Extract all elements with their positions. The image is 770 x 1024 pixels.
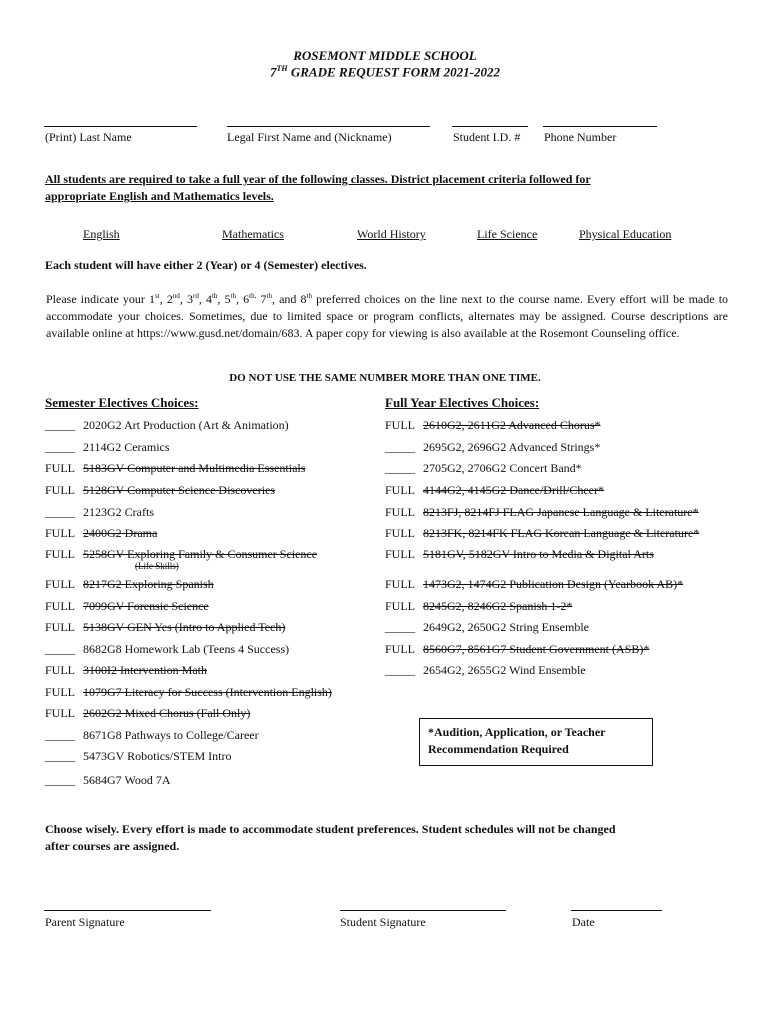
course-name: 5473GV Robotics/STEM Intro [83,749,232,763]
choice-mark[interactable]: FULL [385,577,415,591]
fullyear-heading: Full Year Electives Choices: [385,395,540,410]
choice-mark[interactable]: FULL [45,483,75,497]
semester-heading: Semester Electives Choices: [45,395,199,410]
last-name-line[interactable] [44,126,197,127]
electives-note: Each student will have either 2 (Year) or 4 (Semester) electives. [45,258,367,272]
choice-mark[interactable]: FULL [385,547,415,561]
semester-course-row[interactable] [45,483,275,498]
course-name: 7099GV Forensic Science [83,599,209,613]
fullyear-course-row[interactable] [385,526,699,541]
course-name: 2705G2, 2706G2 Concert Band* [423,461,582,475]
choice-mark[interactable]: FULL [45,547,75,561]
course-name: 2114G2 Ceramics [83,440,170,454]
choice-mark[interactable]: FULL [45,685,75,699]
semester-course-row[interactable] [45,620,285,635]
choice-mark[interactable]: _____ [385,663,415,677]
fullyear-course-row[interactable] [385,440,600,455]
course-subtitle: (Life Skills) [135,561,179,571]
required-line-1: All students are required to take a full year of the following classes. District placement criteria followed for [45,172,591,186]
choice-mark[interactable]: FULL [385,526,415,540]
choice-mark[interactable]: _____ [45,642,75,656]
course-name: 2400G2 Drama [83,526,158,540]
course-name: 2123G2 Crafts [83,505,154,519]
semester-course-row[interactable] [45,505,154,520]
class-physical-education: Physical Education [579,227,672,241]
fullyear-course-row[interactable] [385,461,582,476]
course-name: 8245G2, 8246G2 Spanish 1-2* [423,599,573,613]
form-title [0,64,770,80]
choice-mark[interactable]: _____ [385,461,415,475]
closing-line-1: Choose wisely. Every effort is made to accommodate student preferences. Student schedules will not be changed [45,822,616,836]
choice-mark[interactable]: FULL [45,663,75,677]
fullyear-course-row[interactable] [385,418,601,433]
course-name: 1079G7 Literacy for Success (Intervention English) [83,685,332,699]
semester-course-row[interactable] [45,577,214,592]
choice-mark[interactable]: FULL [45,620,75,634]
first-name-line[interactable] [227,126,430,127]
course-name: 8671G8 Pathways to College/Career [83,728,259,742]
semester-course-row[interactable] [45,685,332,700]
course-name: 8213FK, 8214FK FLAG Korean Language & Literature* [423,526,700,540]
semester-course-row[interactable] [45,461,305,476]
semester-course-row[interactable] [45,663,207,678]
warning-text: DO NOT USE THE SAME NUMBER MORE THAN ONE TIME. [229,372,541,384]
class-mathematics: Mathematics [222,227,284,241]
last-name-label: (Print) Last Name [45,130,132,144]
parent-signature-label: Parent Signature [45,915,125,929]
grade-number: 7 [270,64,277,80]
course-name: 2610G2, 2611G2 Advanced Chorus* [423,418,601,432]
course-name: 8217G2 Exploring Spanish [83,577,214,591]
choice-mark[interactable]: FULL [385,418,415,432]
class-english: English [83,227,120,241]
course-name: 5181GV, 5182GV Intro to Media & Digital Arts [423,547,654,561]
choice-mark[interactable]: _____ [45,505,75,519]
course-name: 5183GV Computer and Multimedia Essentials [83,461,306,475]
semester-course-row[interactable] [45,547,317,562]
required-line-2: appropriate English and Mathematics levels. [45,189,274,203]
semester-course-row[interactable] [45,728,259,743]
choice-mark[interactable]: FULL [385,642,415,656]
semester-course-row[interactable] [45,706,250,721]
course-name: 5138GV GEN Yes (Intro to Applied Tech) [83,620,286,634]
choice-mark[interactable]: _____ [45,418,75,432]
choice-mark[interactable]: _____ [385,620,415,634]
course-name: 5258GV Exploring Family & Consumer Science [83,547,318,561]
fullyear-course-row[interactable] [385,620,589,635]
semester-course-row[interactable] [45,749,231,764]
choice-mark[interactable]: FULL [385,599,415,613]
grade-superscript: TH [276,64,288,73]
course-name: 8560G7, 8561G7 Student Government (ASB)* [423,642,650,656]
date-label: Date [572,915,595,929]
class-life-science: Life Science [477,227,538,241]
choice-mark[interactable]: FULL [45,599,75,613]
fullyear-course-row[interactable] [385,505,699,520]
course-name: 1473G2, 1474G2 Publication Design (Yearbook AB)* [423,577,684,591]
semester-course-row[interactable] [45,773,170,788]
choice-mark[interactable]: FULL [45,461,75,475]
choice-mark[interactable]: FULL [45,526,75,540]
date-line[interactable] [571,910,662,911]
choice-mark[interactable]: FULL [45,577,75,591]
fullyear-course-row[interactable] [385,663,586,678]
student-id-label: Student I.D. # [453,130,521,144]
closing-line-2: after courses are assigned. [45,839,180,853]
fullyear-course-row[interactable] [385,577,683,592]
semester-course-row[interactable] [45,526,157,541]
choice-mark[interactable]: _____ [45,728,75,742]
course-name: 2649G2, 2650G2 String Ensemble [423,620,589,634]
course-name: 3100I2 Intervention Math [83,663,207,677]
phone-line[interactable] [543,126,657,127]
first-name-label: Legal First Name and (Nickname) [227,130,392,144]
form-title-text: GRADE REQUEST FORM 2021-2022 [290,64,500,80]
student-signature-label: Student Signature [340,915,426,929]
choice-mark[interactable]: FULL [45,706,75,720]
student-signature-line[interactable] [340,910,506,911]
phone-label: Phone Number [544,130,617,144]
course-name: 5684G7 Wood 7A [83,773,171,787]
audition-note-box: *Audition, Application, or Teacher Recommendation Required [419,718,653,766]
course-name: 4144G2, 4145G2 Dance/Drill/Cheer* [423,483,604,497]
course-name: 2602G2 Mixed Chorus (Fall Only) [83,706,251,720]
fullyear-course-row[interactable] [385,483,604,498]
semester-course-row[interactable] [45,418,289,433]
semester-course-row[interactable] [45,440,170,455]
fullyear-course-row[interactable] [385,599,572,614]
course-name: 8213FJ, 8214FJ FLAG Japanese Language & Literature* [423,505,699,519]
choice-mark[interactable]: _____ [45,440,75,454]
choice-mark[interactable]: _____ [45,773,75,787]
course-name: 2695G2, 2696G2 Advanced Strings* [423,440,601,454]
choice-mark[interactable]: _____ [45,749,75,763]
parent-signature-line[interactable] [44,910,211,911]
course-name: 2654G2, 2655G2 Wind Ensemble [423,663,586,677]
semester-course-row[interactable] [45,642,289,657]
choice-mark[interactable]: _____ [385,440,415,454]
course-name: 2020G2 Art Production (Art & Animation) [83,418,289,432]
course-name: 5128GV Computer Science Discoveries [83,483,276,497]
fullyear-course-row[interactable] [385,547,654,562]
choice-mark[interactable]: FULL [385,505,415,519]
choice-mark[interactable]: FULL [385,483,415,497]
class-world-history: World History [357,227,426,241]
course-name: 8682G8 Homework Lab (Teens 4 Success) [83,642,290,656]
student-id-line[interactable] [452,126,528,127]
instructions-paragraph: Please indicate your 1st, 2nd, 3rd, 4th, 5th, $6^{th,}$ 7th, and 8th preferred choices on the line next to the course name. Every effort will be made to accommodate your choices. Sometimes, due to limited space or program conflicts, alternates may be assigned. Course descriptions are available online at https://www.gusd.net/domain/683. A paper copy for viewing is also available at the Rosemont Counseling office. [46,292,729,340]
semester-course-row[interactable] [45,599,209,614]
fullyear-course-row[interactable] [385,642,649,657]
school-name: ROSEMONT MIDDLE SCHOOL [293,48,477,63]
